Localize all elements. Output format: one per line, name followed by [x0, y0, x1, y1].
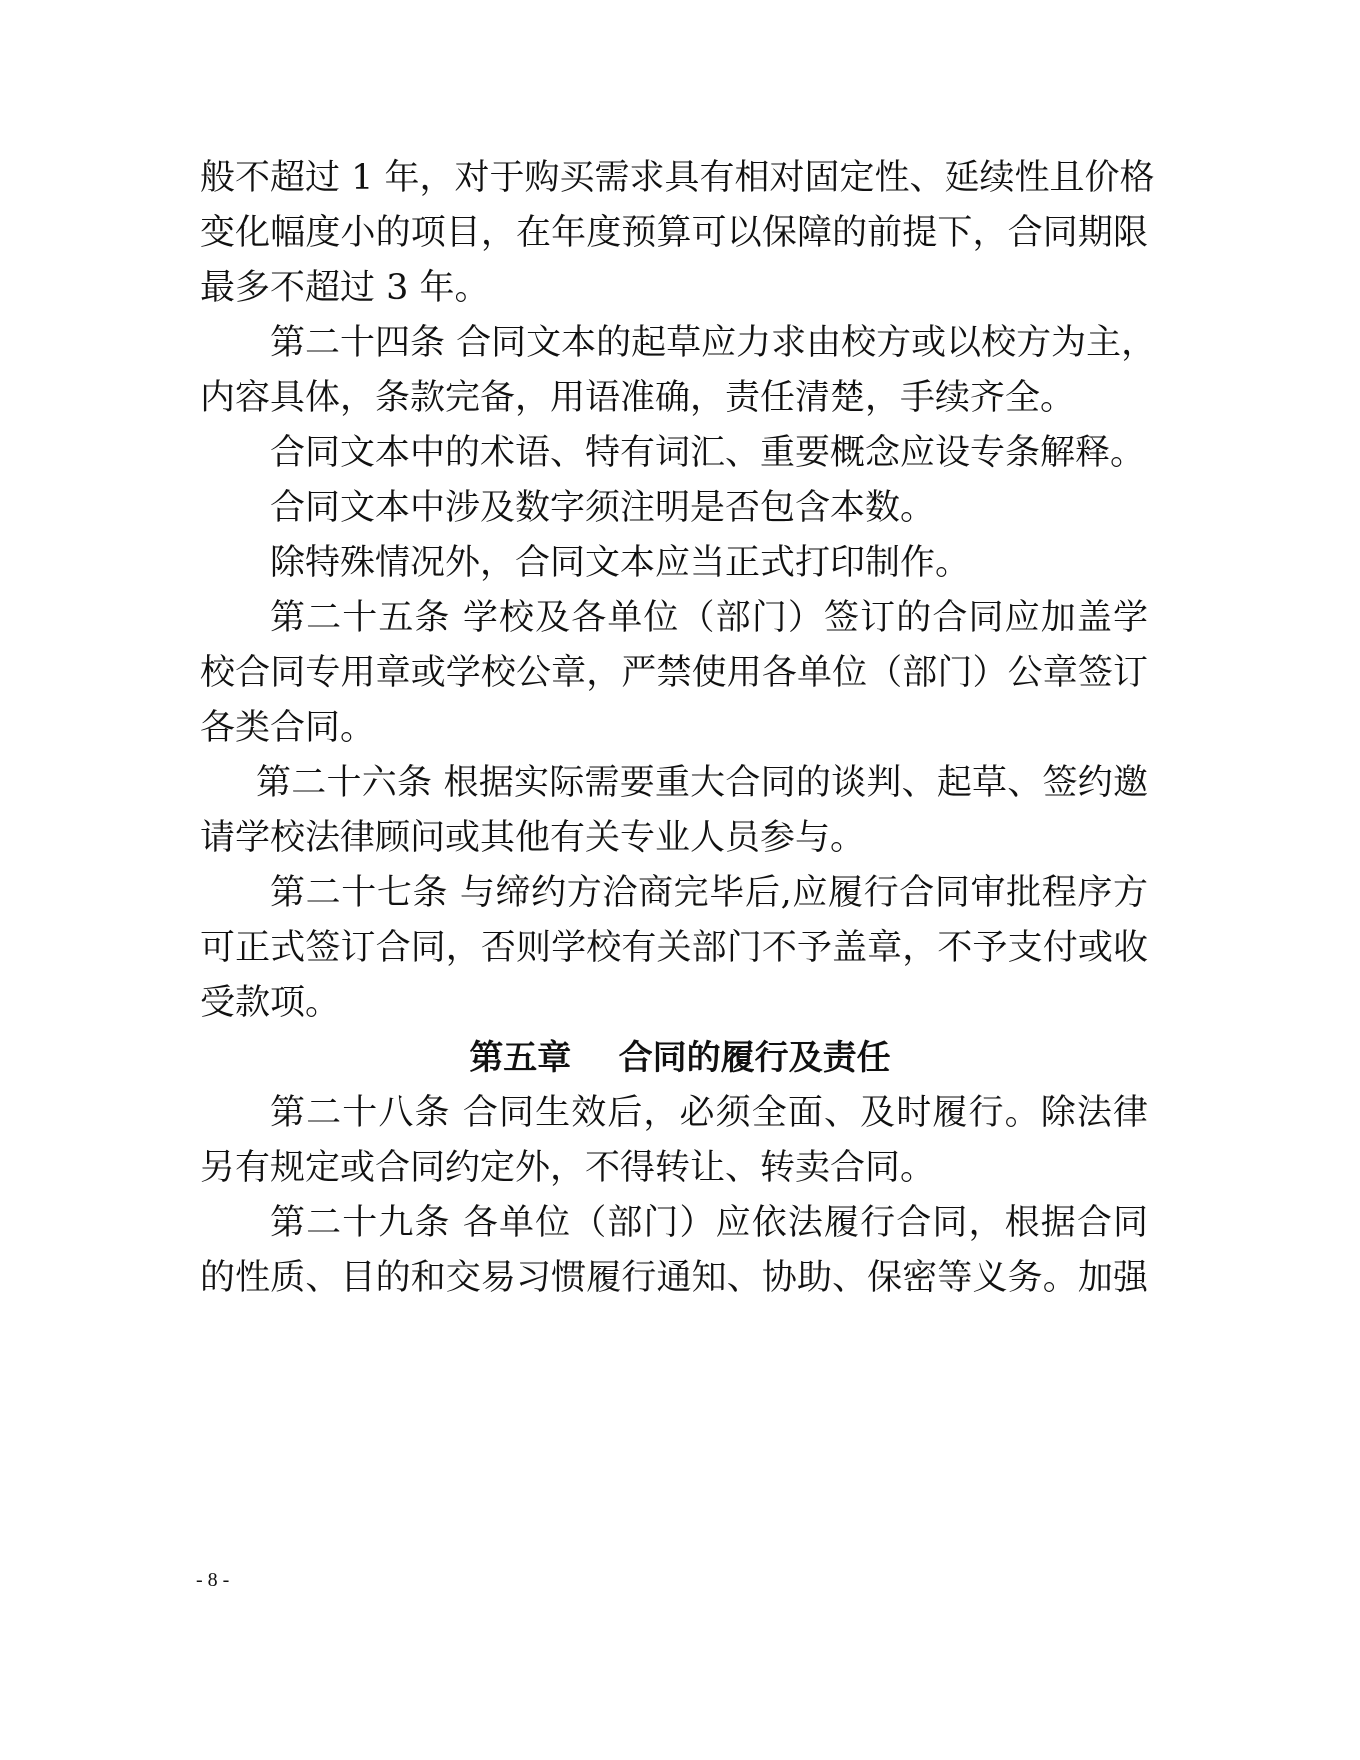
article-27-line: 第二十七条 与缔约方洽商完毕后,应履行合同审批程序方	[270, 873, 1148, 913]
article-28-line: 第二十八条 合同生效后，必须全面、及时履行。除法律	[270, 1093, 1148, 1133]
text-line: 合同文本中涉及数字须注明是否包含本数。	[270, 488, 936, 528]
text-line: 受款项。	[200, 983, 341, 1023]
article-24-line: 第二十四条 合同文本的起草应力求由校方或以校方为主，	[270, 323, 1157, 363]
article-25-line: 第二十五条 学校及各单位（部门）签订的合同应加盖学	[270, 598, 1148, 638]
text-line: 校合同专用章或学校公章，严禁使用各单位（部门）公章签订	[200, 653, 1148, 693]
text-line: 最多不超过 3 年。	[200, 268, 490, 308]
text-line: 可正式签订合同，否则学校有关部门不予盖章，不予支付或收	[200, 928, 1148, 968]
text-line: 另有规定或合同约定外，不得转让、转卖合同。	[200, 1148, 936, 1188]
chapter-heading: 第五章 合同的履行及责任	[469, 1038, 891, 1078]
text-line: 的性质、目的和交易习惯履行通知、协助、保密等义务。加强	[200, 1258, 1148, 1298]
text-line: 除特殊情况外，合同文本应当正式打印制作。	[270, 543, 971, 583]
page-number: - 8 -	[196, 1569, 230, 1591]
text-line: 合同文本中的术语、特有词汇、重要概念应设专条解释。	[270, 433, 1146, 473]
text-line: 般不超过 1 年，对于购买需求具有相对固定性、延续性且价格	[200, 158, 1155, 198]
text-line: 请学校法律顾问或其他有关专业人员参与。	[200, 818, 866, 858]
article-29-line: 第二十九条 各单位（部门）应依法履行合同，根据合同	[270, 1203, 1148, 1243]
article-26-line: 第二十六条 根据实际需要重大合同的谈判、起草、签约邀	[256, 763, 1148, 803]
text-line: 变化幅度小的项目，在年度预算可以保障的前提下，合同期限	[200, 213, 1148, 253]
text-line: 各类合同。	[200, 708, 376, 748]
text-line: 内容具体，条款完备，用语准确，责任清楚，手续齐全。	[200, 378, 1076, 418]
